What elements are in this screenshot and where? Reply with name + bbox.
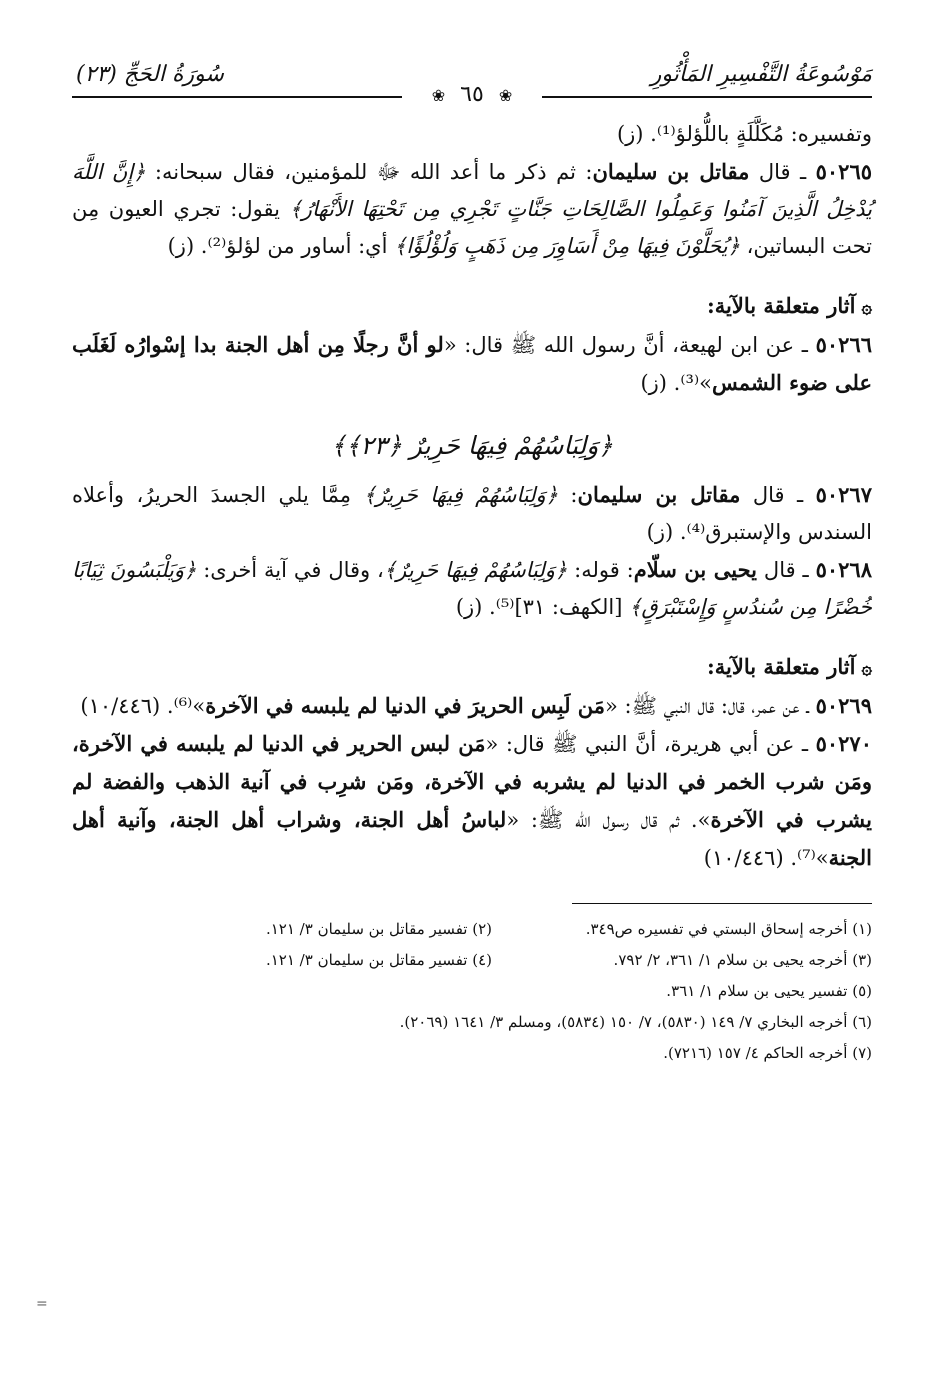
ornament-icon: ❀ [498,86,513,105]
paragraph [72,116,872,153]
text: : [557,483,578,507]
surah-title: سُورَةُ الحَجِّ (٢٣) [76,62,224,87]
section-heading-text: آثار متعلقة بالآية: [706,293,856,318]
flower-icon: ۞ [861,658,872,679]
text: : قوله: [567,558,634,582]
text: »⁽⁷⁾. (١٠/٤٤٦) [703,846,829,870]
narrator-name: مقاتل بن سليمان [592,159,750,184]
quran-quote: ﴿وَيَلْبَسُونَ ثِيَابًا خُضْرًا مِن سُندُسٍ وَإِسْتَبْرَقٍ﴾ [72,558,872,619]
page-number: ٦٥ [460,82,484,107]
narrator-name: يحيى بن سلّام [633,557,758,582]
text: ـ قال [757,558,816,582]
hadith-text: مَن لَبِس الحريرَ في الدنيا لم يلبسه في الآخرة [205,693,606,718]
text: أي: أساور من لؤلؤ⁽²⁾. (ز) [167,234,395,258]
narration-50267 [72,476,872,551]
text: ـ قال [749,160,816,184]
flower-icon: ۞ [861,297,872,318]
footnote-row [72,945,872,976]
hadith-text: لو أنَّ رجلًا مِن أهل الجنة بدا إسْوارُه لَغَلَب على ضوء الشمس [72,332,872,395]
quran-quote: ﴿وَلِبَاسُهُمْ فِيهَا حَرِيرٌ﴾ [363,483,558,507]
narration-number: ٥٠٢٦٨ [815,557,872,582]
text: مِمَّا يلي الجسدَ الحريرُ، وأعلاه السندس والإستبرق⁽⁴⁾. (ز) [72,483,872,544]
footnote: (٧) أخرجه الحاكم ٤/ ١٥٧ (٧٢١٦). [663,1044,872,1062]
narration-50269 [72,687,872,725]
narration-number: ٥٠٢٧٠ [815,731,872,756]
text: : ثم ذكر ما أعد الله ﷻ للمؤمنين، فقال سبحانه: [145,160,593,184]
text: ». ثم قال رسول الله ﷺ: « [506,808,711,832]
hadith-text: مَن لبس الحرير في الدنيا لم يلبسه في الآخرة، ومَن شرب الخمر في الدنيا لم يشربه في الآخرة، ومَن شرِب في آنية الذهب والفضة لم يشرب في الآخرة [72,731,872,832]
quran-quote: ﴿إِنَّ اللَّهَ يُدْخِلُ الَّذِينَ آمَنُوا وَعَمِلُوا الصَّالِحَاتِ جَنَّاتٍ تَجْرِي مِن تَحْتِهَا الأَنْهَارُ﴾ [72,160,872,221]
footnote: (٤) تفسير مقاتل بن سليمان ٣/ ١٢١. [265,951,492,969]
text: ، وقال في آية أخرى: [196,558,384,582]
page-number-group [72,82,872,107]
narration-number: ٥٠٢٦٦ [815,332,873,357]
narration-50265 [72,153,872,265]
text: ـ قال [740,483,816,507]
hadith-text: لباسُ أهل الجنة، وشراب أهل الجنة، وآنية أهل الجنة [72,807,872,870]
footnote: (١) أخرجه إسحاق البستي في تفسيره ص٣٤٩. [585,920,872,938]
book-title: مَوْسُوعَةُ التَّفْسِيرِ المَأْثُورِ [650,62,872,87]
narration-50268 [72,551,872,626]
text: [الكهف: ٣١]⁽⁵⁾. (ز) [455,595,630,619]
verse-heading: ﴿وَلِبَاسُهُمْ فِيهَا حَرِيرٌ ﴿٢٣﴾﴾ [331,431,613,460]
narration-number: ٥٠٢٦٥ [815,159,873,184]
page-header [72,58,872,116]
narrator-name: مقاتل بن سليمان [577,482,741,507]
margin-mark: = [36,1296,48,1312]
narration-50266 [72,326,872,402]
narration-number: ٥٠٢٦٧ [815,482,872,507]
narration-number: ٥٠٢٦٩ [815,693,872,718]
quran-quote: ﴿يُحَلَّوْنَ فِيهَا مِنْ أَسَاوِرَ مِن ذَهَبٍ وَلُؤْلُؤًا﴾ [394,234,740,258]
page [72,58,872,1069]
section-heading [72,287,872,326]
footnote: (٢) تفسير مقاتل بن سليمان ٣/ ١٢١. [265,920,492,938]
text: وتفسيره: مُكَلَّلَةٍ باللُّؤلؤ⁽¹⁾. (ز) [616,122,872,146]
section-heading-text: آثار متعلقة بالآية: [706,654,856,679]
footnote-divider [572,903,872,904]
text: ـ عن أبي هريرة، أنَّ النبي ﷺ قال: « [485,732,816,756]
footnote: (٥) تفسير يحيى بن سلام ١/ ٣٦١. [666,982,872,1000]
footnote: (٦) أخرجه البخاري ٧/ ١٤٩ (٥٨٣٠)، ٧/ ١٥٠ (٥٨٣٤)، ومسلم ٣/ ١٦٤١ (٢٠٦٩). [399,1013,872,1031]
ornament-icon: ❀ [431,86,446,105]
text: »⁽⁶⁾. (١٠/٤٤٦) [80,694,206,718]
text: يقول: تجري العيون مِن تحت البساتين، [72,197,872,258]
text: ـ عن عمر، قال: قال النبي ﷺ: « [605,694,816,718]
section-heading [72,648,872,687]
text: ـ عن ابن لهيعة، أنَّ رسول الله ﷺ قال: « [443,333,816,357]
footnote: (٣) أخرجه يحيى بن سلام ١/ ٣٦١، ٢/ ٧٩٢. [613,951,872,969]
text: »⁽³⁾. (ز) [640,371,712,395]
footnotes [72,914,872,1069]
quran-quote: ﴿وَلِبَاسُهُمْ فِيهَا حَرِيرٌ﴾ [383,558,568,582]
footnote-row [72,914,872,945]
narration-50270 [72,725,872,877]
